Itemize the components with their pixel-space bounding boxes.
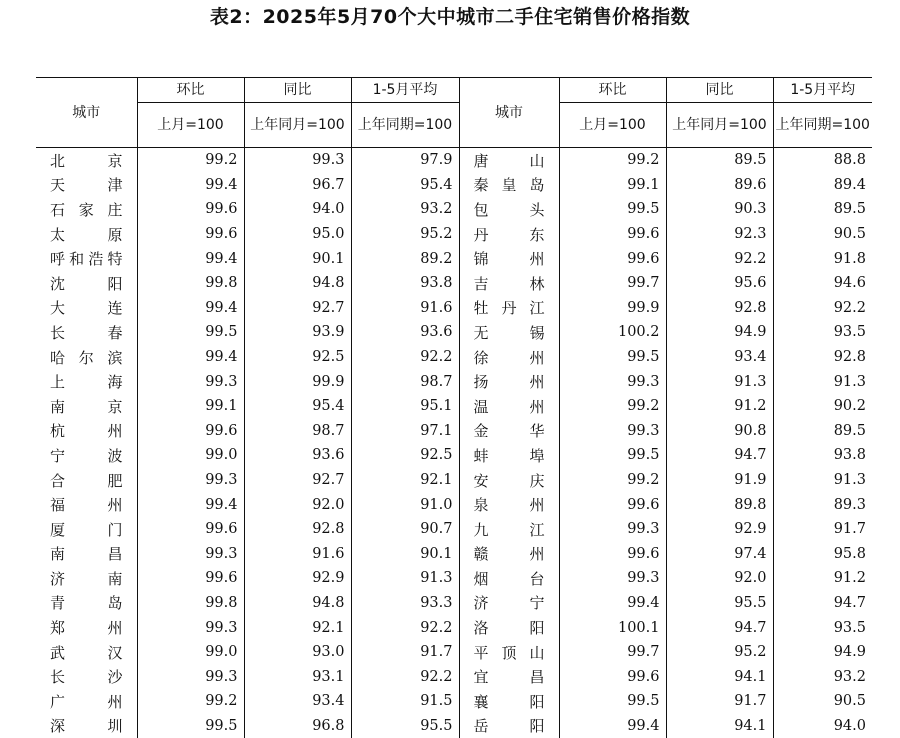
avg-cell: 91.6 bbox=[351, 296, 459, 321]
yoy-cell: 92.3 bbox=[666, 222, 773, 247]
city-cell: 宜昌 bbox=[459, 664, 559, 689]
mom-cell: 99.3 bbox=[559, 566, 666, 591]
yoy-cell: 95.6 bbox=[666, 271, 773, 296]
mom-cell: 99.8 bbox=[137, 271, 244, 296]
avg-cell: 98.7 bbox=[351, 369, 459, 394]
city-cell: 合肥 bbox=[36, 468, 137, 493]
mom-cell: 99.4 bbox=[137, 345, 244, 370]
table-row bbox=[36, 591, 872, 616]
city-cell: 上海 bbox=[36, 369, 137, 394]
avg-cell: 90.2 bbox=[773, 394, 872, 419]
mom-cell: 99.9 bbox=[559, 296, 666, 321]
mom-cell: 100.2 bbox=[559, 320, 666, 345]
table-row bbox=[36, 443, 872, 468]
table-row bbox=[36, 714, 872, 738]
yoy-cell: 94.1 bbox=[666, 664, 773, 689]
yoy-cell: 99.9 bbox=[244, 369, 351, 394]
mom-base-header-right: 上月=100 bbox=[559, 103, 666, 148]
city-cell: 金华 bbox=[459, 419, 559, 444]
yoy-cell: 98.7 bbox=[244, 419, 351, 444]
table-row bbox=[36, 419, 872, 444]
city-cell: 牡丹江 bbox=[459, 296, 559, 321]
yoy-cell: 91.6 bbox=[244, 542, 351, 567]
avg-cell: 95.1 bbox=[351, 394, 459, 419]
yoy-cell: 97.4 bbox=[666, 542, 773, 567]
table-row bbox=[36, 296, 872, 321]
city-cell: 呼和浩特 bbox=[36, 246, 137, 271]
mom-cell: 99.3 bbox=[137, 542, 244, 567]
mom-cell: 99.4 bbox=[137, 492, 244, 517]
mom-cell: 100.1 bbox=[559, 615, 666, 640]
city-cell: 徐州 bbox=[459, 345, 559, 370]
page-title: 表2：2025年5月70个大中城市二手住宅销售价格指数 bbox=[0, 2, 900, 29]
avg-cell: 92.2 bbox=[351, 345, 459, 370]
yoy-cell: 94.1 bbox=[666, 714, 773, 738]
avg-cell: 91.3 bbox=[773, 468, 872, 493]
yoy-cell: 93.9 bbox=[244, 320, 351, 345]
yoy-cell: 93.4 bbox=[244, 689, 351, 714]
city-cell: 长春 bbox=[36, 320, 137, 345]
mom-cell: 99.4 bbox=[137, 246, 244, 271]
yoy-cell: 90.1 bbox=[244, 246, 351, 271]
mom-cell: 99.3 bbox=[559, 419, 666, 444]
avg-cell: 95.2 bbox=[351, 222, 459, 247]
city-cell: 哈尔滨 bbox=[36, 345, 137, 370]
yoy-cell: 93.4 bbox=[666, 345, 773, 370]
city-cell: 锦州 bbox=[459, 246, 559, 271]
avg-column-header-left: 1-5月平均 bbox=[351, 78, 459, 103]
table-row bbox=[36, 197, 872, 222]
city-cell: 赣州 bbox=[459, 542, 559, 567]
city-cell: 无锡 bbox=[459, 320, 559, 345]
city-cell: 宁波 bbox=[36, 443, 137, 468]
avg-base-header-right: 上年同期=100 bbox=[773, 103, 872, 148]
mom-cell: 99.7 bbox=[559, 271, 666, 296]
city-column-header-right: 城市 bbox=[459, 78, 559, 148]
yoy-column-header-right: 同比 bbox=[666, 78, 773, 103]
city-cell: 武汉 bbox=[36, 640, 137, 665]
mom-cell: 99.4 bbox=[559, 714, 666, 738]
city-cell: 丹东 bbox=[459, 222, 559, 247]
yoy-cell: 96.8 bbox=[244, 714, 351, 738]
avg-cell: 94.0 bbox=[773, 714, 872, 738]
city-cell: 扬州 bbox=[459, 369, 559, 394]
city-cell: 包头 bbox=[459, 197, 559, 222]
mom-cell: 99.3 bbox=[137, 468, 244, 493]
city-cell: 长沙 bbox=[36, 664, 137, 689]
yoy-cell: 95.2 bbox=[666, 640, 773, 665]
table-row bbox=[36, 320, 872, 345]
mom-cell: 99.2 bbox=[559, 394, 666, 419]
city-cell: 天津 bbox=[36, 173, 137, 198]
table-row bbox=[36, 271, 872, 296]
yoy-cell: 95.0 bbox=[244, 222, 351, 247]
table-row bbox=[36, 369, 872, 394]
avg-cell: 91.3 bbox=[773, 369, 872, 394]
yoy-cell: 93.1 bbox=[244, 664, 351, 689]
avg-cell: 89.2 bbox=[351, 246, 459, 271]
avg-cell: 89.5 bbox=[773, 197, 872, 222]
city-cell: 南京 bbox=[36, 394, 137, 419]
city-cell: 济宁 bbox=[459, 591, 559, 616]
avg-cell: 93.5 bbox=[773, 320, 872, 345]
city-cell: 吉林 bbox=[459, 271, 559, 296]
mom-cell: 99.7 bbox=[559, 640, 666, 665]
avg-cell: 94.7 bbox=[773, 591, 872, 616]
yoy-cell: 99.3 bbox=[244, 148, 351, 173]
avg-cell: 91.7 bbox=[351, 640, 459, 665]
table-row bbox=[36, 468, 872, 493]
city-cell: 襄阳 bbox=[459, 689, 559, 714]
city-cell: 深圳 bbox=[36, 714, 137, 738]
mom-cell: 99.6 bbox=[559, 222, 666, 247]
city-cell: 九江 bbox=[459, 517, 559, 542]
city-cell: 岳阳 bbox=[459, 714, 559, 738]
yoy-cell: 89.8 bbox=[666, 492, 773, 517]
city-cell: 太原 bbox=[36, 222, 137, 247]
mom-cell: 99.5 bbox=[559, 689, 666, 714]
avg-cell: 93.2 bbox=[773, 664, 872, 689]
yoy-cell: 95.4 bbox=[244, 394, 351, 419]
mom-cell: 99.6 bbox=[137, 419, 244, 444]
yoy-cell: 90.8 bbox=[666, 419, 773, 444]
avg-cell: 95.4 bbox=[351, 173, 459, 198]
avg-cell: 91.2 bbox=[773, 566, 872, 591]
yoy-cell: 91.3 bbox=[666, 369, 773, 394]
yoy-base-header-left: 上年同月=100 bbox=[244, 103, 351, 148]
yoy-cell: 94.7 bbox=[666, 443, 773, 468]
table-row bbox=[36, 615, 872, 640]
avg-column-header-right: 1-5月平均 bbox=[773, 78, 872, 103]
avg-cell: 93.8 bbox=[773, 443, 872, 468]
city-cell: 烟台 bbox=[459, 566, 559, 591]
avg-cell: 92.1 bbox=[351, 468, 459, 493]
avg-cell: 97.9 bbox=[351, 148, 459, 173]
yoy-cell: 92.9 bbox=[244, 566, 351, 591]
avg-cell: 95.8 bbox=[773, 542, 872, 567]
mom-cell: 99.5 bbox=[559, 345, 666, 370]
avg-cell: 92.5 bbox=[351, 443, 459, 468]
city-cell: 秦皇岛 bbox=[459, 173, 559, 198]
yoy-cell: 91.9 bbox=[666, 468, 773, 493]
avg-cell: 89.3 bbox=[773, 492, 872, 517]
avg-cell: 95.5 bbox=[351, 714, 459, 738]
mom-cell: 99.6 bbox=[137, 566, 244, 591]
mom-cell: 99.5 bbox=[137, 714, 244, 738]
avg-base-header-left: 上年同期=100 bbox=[351, 103, 459, 148]
yoy-cell: 92.9 bbox=[666, 517, 773, 542]
mom-cell: 99.4 bbox=[137, 296, 244, 321]
mom-cell: 99.6 bbox=[559, 664, 666, 689]
mom-cell: 99.3 bbox=[137, 369, 244, 394]
city-cell: 青岛 bbox=[36, 591, 137, 616]
avg-cell: 92.8 bbox=[773, 345, 872, 370]
table-row bbox=[36, 173, 872, 198]
yoy-cell: 94.7 bbox=[666, 615, 773, 640]
yoy-cell: 94.8 bbox=[244, 591, 351, 616]
yoy-cell: 89.5 bbox=[666, 148, 773, 173]
mom-cell: 99.3 bbox=[137, 615, 244, 640]
table-row bbox=[36, 517, 872, 542]
yoy-cell: 93.6 bbox=[244, 443, 351, 468]
mom-cell: 99.2 bbox=[137, 689, 244, 714]
yoy-cell: 92.7 bbox=[244, 468, 351, 493]
city-cell: 平顶山 bbox=[459, 640, 559, 665]
table-row bbox=[36, 222, 872, 247]
city-cell: 沈阳 bbox=[36, 271, 137, 296]
mom-cell: 99.6 bbox=[559, 542, 666, 567]
mom-cell: 99.8 bbox=[137, 591, 244, 616]
yoy-base-header-right: 上年同月=100 bbox=[666, 103, 773, 148]
yoy-cell: 95.5 bbox=[666, 591, 773, 616]
mom-cell: 99.0 bbox=[137, 640, 244, 665]
city-cell: 大连 bbox=[36, 296, 137, 321]
avg-cell: 90.7 bbox=[351, 517, 459, 542]
mom-cell: 99.3 bbox=[137, 664, 244, 689]
table-row bbox=[36, 148, 872, 173]
yoy-cell: 89.6 bbox=[666, 173, 773, 198]
mom-cell: 99.6 bbox=[137, 517, 244, 542]
city-cell: 泉州 bbox=[459, 492, 559, 517]
avg-cell: 93.2 bbox=[351, 197, 459, 222]
table-row bbox=[36, 566, 872, 591]
city-cell: 济南 bbox=[36, 566, 137, 591]
table-row bbox=[36, 640, 872, 665]
avg-cell: 91.5 bbox=[351, 689, 459, 714]
mom-cell: 99.6 bbox=[137, 197, 244, 222]
mom-column-header-left: 环比 bbox=[137, 78, 244, 103]
avg-cell: 92.2 bbox=[351, 664, 459, 689]
yoy-cell: 92.0 bbox=[666, 566, 773, 591]
mom-cell: 99.2 bbox=[559, 468, 666, 493]
avg-cell: 92.2 bbox=[773, 296, 872, 321]
avg-cell: 94.9 bbox=[773, 640, 872, 665]
city-cell: 石家庄 bbox=[36, 197, 137, 222]
city-cell: 唐山 bbox=[459, 148, 559, 173]
header-row-2 bbox=[36, 103, 872, 148]
yoy-cell: 94.9 bbox=[666, 320, 773, 345]
yoy-cell: 92.2 bbox=[666, 246, 773, 271]
city-cell: 温州 bbox=[459, 394, 559, 419]
table-body bbox=[36, 148, 872, 738]
avg-cell: 88.8 bbox=[773, 148, 872, 173]
mom-cell: 99.5 bbox=[137, 320, 244, 345]
avg-cell: 92.2 bbox=[351, 615, 459, 640]
mom-cell: 99.1 bbox=[559, 173, 666, 198]
yoy-cell: 96.7 bbox=[244, 173, 351, 198]
city-cell: 广州 bbox=[36, 689, 137, 714]
city-cell: 洛阳 bbox=[459, 615, 559, 640]
mom-cell: 99.6 bbox=[137, 222, 244, 247]
header-row-1 bbox=[36, 78, 872, 103]
yoy-cell: 92.0 bbox=[244, 492, 351, 517]
yoy-cell: 90.3 bbox=[666, 197, 773, 222]
avg-cell: 94.6 bbox=[773, 271, 872, 296]
yoy-cell: 93.0 bbox=[244, 640, 351, 665]
city-cell: 蚌埠 bbox=[459, 443, 559, 468]
mom-base-header-left: 上月=100 bbox=[137, 103, 244, 148]
avg-cell: 97.1 bbox=[351, 419, 459, 444]
yoy-column-header-left: 同比 bbox=[244, 78, 351, 103]
mom-cell: 99.4 bbox=[137, 173, 244, 198]
city-cell: 杭州 bbox=[36, 419, 137, 444]
mom-cell: 99.3 bbox=[559, 369, 666, 394]
table-row bbox=[36, 664, 872, 689]
avg-cell: 90.5 bbox=[773, 689, 872, 714]
yoy-cell: 94.8 bbox=[244, 271, 351, 296]
table-row bbox=[36, 689, 872, 714]
yoy-cell: 91.7 bbox=[666, 689, 773, 714]
avg-cell: 91.0 bbox=[351, 492, 459, 517]
city-cell: 福州 bbox=[36, 492, 137, 517]
yoy-cell: 92.8 bbox=[666, 296, 773, 321]
mom-cell: 99.6 bbox=[559, 246, 666, 271]
mom-cell: 99.4 bbox=[559, 591, 666, 616]
avg-cell: 91.8 bbox=[773, 246, 872, 271]
table-row bbox=[36, 492, 872, 517]
city-column-header-left: 城市 bbox=[36, 78, 137, 148]
mom-cell: 99.5 bbox=[559, 197, 666, 222]
avg-cell: 89.4 bbox=[773, 173, 872, 198]
mom-cell: 99.0 bbox=[137, 443, 244, 468]
city-cell: 南昌 bbox=[36, 542, 137, 567]
yoy-cell: 92.8 bbox=[244, 517, 351, 542]
city-cell: 安庆 bbox=[459, 468, 559, 493]
yoy-cell: 92.7 bbox=[244, 296, 351, 321]
table-row bbox=[36, 345, 872, 370]
table-row bbox=[36, 542, 872, 567]
city-cell: 北京 bbox=[36, 148, 137, 173]
avg-cell: 93.8 bbox=[351, 271, 459, 296]
avg-cell: 90.1 bbox=[351, 542, 459, 567]
mom-cell: 99.2 bbox=[559, 148, 666, 173]
table-row bbox=[36, 394, 872, 419]
mom-cell: 99.1 bbox=[137, 394, 244, 419]
avg-cell: 93.5 bbox=[773, 615, 872, 640]
yoy-cell: 92.5 bbox=[244, 345, 351, 370]
price-index-table bbox=[36, 77, 872, 738]
table-row bbox=[36, 246, 872, 271]
avg-cell: 93.3 bbox=[351, 591, 459, 616]
yoy-cell: 91.2 bbox=[666, 394, 773, 419]
mom-cell: 99.6 bbox=[559, 492, 666, 517]
yoy-cell: 92.1 bbox=[244, 615, 351, 640]
avg-cell: 90.5 bbox=[773, 222, 872, 247]
city-cell: 郑州 bbox=[36, 615, 137, 640]
avg-cell: 93.6 bbox=[351, 320, 459, 345]
avg-cell: 91.3 bbox=[351, 566, 459, 591]
mom-cell: 99.2 bbox=[137, 148, 244, 173]
avg-cell: 91.7 bbox=[773, 517, 872, 542]
mom-column-header-right: 环比 bbox=[559, 78, 666, 103]
avg-cell: 89.5 bbox=[773, 419, 872, 444]
mom-cell: 99.3 bbox=[559, 517, 666, 542]
mom-cell: 99.5 bbox=[559, 443, 666, 468]
city-cell: 厦门 bbox=[36, 517, 137, 542]
yoy-cell: 94.0 bbox=[244, 197, 351, 222]
